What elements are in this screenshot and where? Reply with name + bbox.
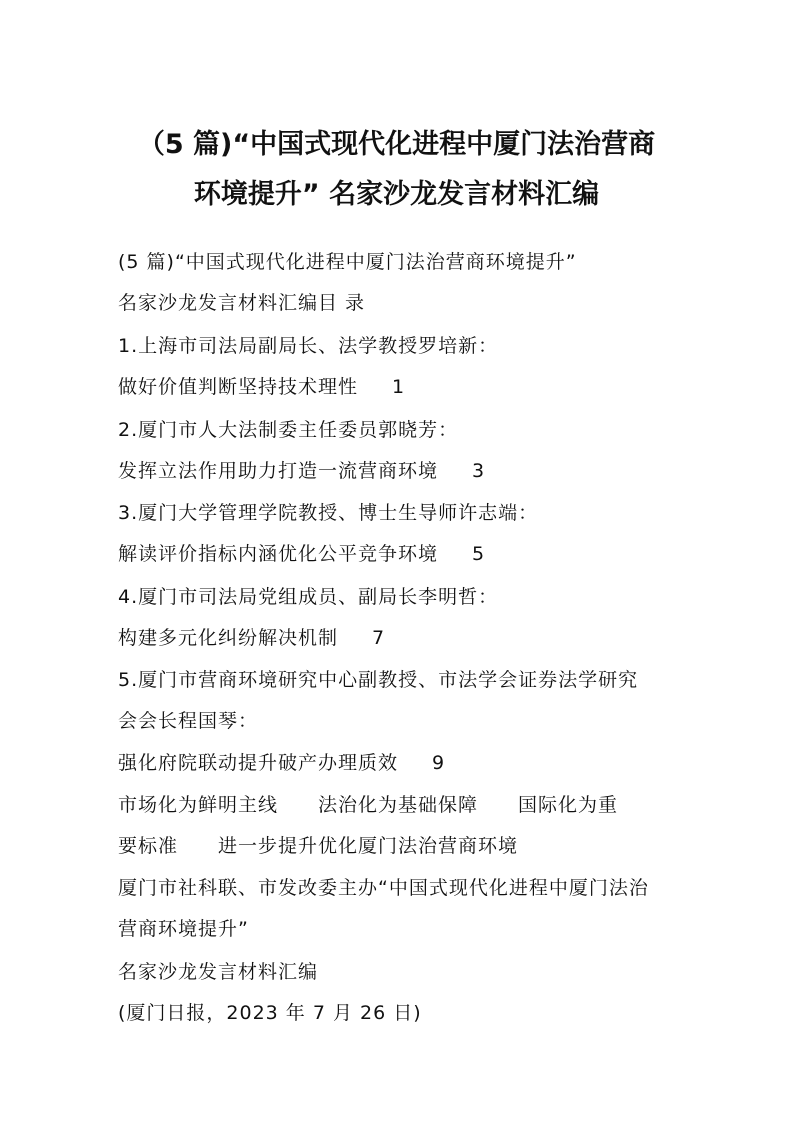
document-title-line-2: 环境提升” 名家沙龙发言材料汇编 — [193, 179, 600, 210]
organizer-line-2: 营商环境提升” — [118, 918, 249, 940]
heading-part-5: 进一步提升优化厦门法治营商环境 — [218, 835, 519, 857]
toc-1-entry — [118, 374, 678, 400]
toc-5-page-number: 9 — [432, 752, 446, 774]
toc-5-entry — [118, 750, 678, 776]
toc-2-topic: 发挥立法作用助力打造一流营商环境 — [118, 460, 439, 482]
heading-part-3: 国际化为重 — [518, 794, 619, 816]
intro-line-2: 名家沙龙发言材料汇编目 录 — [118, 292, 366, 314]
toc-2-author: 2.厦门市人大法制委主任委员郭晓芳： — [118, 419, 459, 441]
heading-part-4: 要标准 — [118, 835, 179, 857]
toc-1-topic: 做好价值判断坚持技术理性 — [118, 376, 359, 398]
source-citation: (厦门日报，2023 年 7 月 26 日) — [118, 1002, 422, 1024]
toc-3-entry — [118, 541, 678, 567]
toc-4-entry — [118, 625, 678, 651]
toc-3-page-number: 5 — [472, 543, 486, 565]
toc-4-topic: 构建多元化纠纷解决机制 — [118, 627, 339, 649]
toc-4-author: 4.厦门市司法局党组成员、副局长李明哲： — [118, 586, 499, 608]
toc-5-author: 5.厦门市营商环境研究中心副教授、市法学会证券法学研究 — [118, 669, 639, 691]
toc-5-author-continued: 会会长程国琴： — [118, 710, 259, 732]
toc-5-topic: 强化府院联动提升破产办理质效 — [118, 752, 399, 774]
heading-part-1: 市场化为鲜明主线 — [118, 794, 279, 816]
document-title-line-1: （5 篇)“中国式现代化进程中厦门法治营商 — [137, 129, 656, 160]
toc-2-entry — [118, 458, 678, 484]
intro-line-1: (5 篇)“中国式现代化进程中厦门法治营商环境提升” — [118, 251, 577, 273]
toc-3-author: 3.厦门大学管理学院教授、博士生导师许志端： — [118, 502, 539, 524]
toc-1-page-number: 1 — [392, 376, 406, 398]
organizer-line-3: 名家沙龙发言材料汇编 — [118, 961, 319, 983]
toc-1-author: 1.上海市司法局副局长、法学教授罗培新： — [118, 335, 499, 357]
toc-3-topic: 解读评价指标内涵优化公平竞争环境 — [118, 543, 439, 565]
section-heading-line-1 — [118, 792, 678, 818]
toc-2-page-number: 3 — [472, 460, 486, 482]
organizer-line-1: 厦门市社科联、市发改委主办“中国式现代化进程中厦门法治 — [118, 877, 649, 899]
toc-4-page-number: 7 — [372, 627, 386, 649]
heading-part-2: 法治化为基础保障 — [318, 794, 479, 816]
section-heading-line-2 — [118, 833, 678, 859]
